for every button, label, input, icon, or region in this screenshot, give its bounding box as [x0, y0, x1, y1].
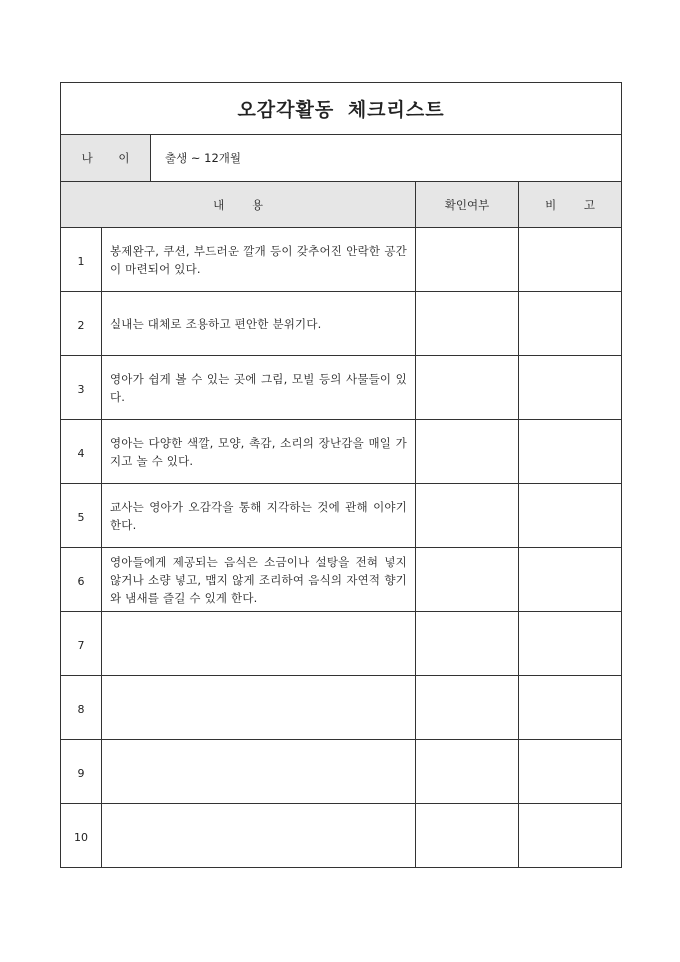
check-cell[interactable] — [416, 676, 519, 740]
item-content[interactable] — [102, 740, 416, 804]
item-content[interactable] — [102, 804, 416, 868]
table-row — [61, 484, 622, 548]
check-cell[interactable] — [416, 804, 519, 868]
page-title — [61, 83, 622, 135]
check-cell[interactable] — [416, 292, 519, 356]
item-number: 7 — [61, 612, 102, 676]
item-content[interactable] — [102, 612, 416, 676]
item-content: 영아들에게 제공되는 음식은 소금이나 설탕을 전혀 넣지 않거나 소량 넣고, 맵지 않게 조리하여 음식의 자연적 향기와 냄새를 즐길 수 있게 한다. — [102, 548, 416, 612]
note-cell[interactable] — [519, 548, 622, 612]
item-content: 봉제완구, 쿠션, 부드러운 깔개 등이 갖추어진 안락한 공간이 마련되어 있다. — [102, 228, 416, 292]
note-cell[interactable] — [519, 420, 622, 484]
note-cell[interactable] — [519, 292, 622, 356]
check-cell[interactable] — [416, 228, 519, 292]
item-content[interactable] — [102, 676, 416, 740]
age-label: 나 이 — [61, 135, 151, 182]
check-header: 확인여부 — [416, 182, 519, 228]
table-row — [61, 228, 622, 292]
table-row — [61, 676, 622, 740]
item-content: 영아가 쉽게 볼 수 있는 곳에 그림, 모빌 등의 사물들이 있다. — [102, 356, 416, 420]
check-cell[interactable] — [416, 612, 519, 676]
age-value: 출생 ~ 12개월 — [151, 135, 622, 182]
note-cell[interactable] — [519, 356, 622, 420]
table-row — [61, 740, 622, 804]
item-number: 6 — [61, 548, 102, 612]
note-cell[interactable] — [519, 740, 622, 804]
note-cell[interactable] — [519, 228, 622, 292]
check-cell[interactable] — [416, 740, 519, 804]
table-row — [61, 356, 622, 420]
item-number: 5 — [61, 484, 102, 548]
note-cell[interactable] — [519, 484, 622, 548]
table-row — [61, 804, 622, 868]
note-cell[interactable] — [519, 676, 622, 740]
note-cell[interactable] — [519, 804, 622, 868]
check-cell[interactable] — [416, 548, 519, 612]
note-cell[interactable] — [519, 612, 622, 676]
item-number: 10 — [61, 804, 102, 868]
item-number: 3 — [61, 356, 102, 420]
item-content: 실내는 대체로 조용하고 편안한 분위기다. — [102, 292, 416, 356]
item-number: 1 — [61, 228, 102, 292]
check-cell[interactable] — [416, 356, 519, 420]
item-number: 2 — [61, 292, 102, 356]
content-header: 내 용 — [61, 182, 416, 228]
table-row — [61, 420, 622, 484]
item-content: 영아는 다양한 색깔, 모양, 촉감, 소리의 장난감을 매일 가지고 놀 수 있다. — [102, 420, 416, 484]
table-row — [61, 548, 622, 612]
note-header: 비 고 — [519, 182, 622, 228]
check-cell[interactable] — [416, 420, 519, 484]
item-number: 8 — [61, 676, 102, 740]
item-content: 교사는 영아가 오감각을 통해 지각하는 것에 관해 이야기 한다. — [102, 484, 416, 548]
check-cell[interactable] — [416, 484, 519, 548]
title-text: 오감각활동 체크리스트 — [237, 99, 445, 121]
item-number: 9 — [61, 740, 102, 804]
item-number: 4 — [61, 420, 102, 484]
table-row — [61, 292, 622, 356]
checklist-table — [60, 82, 622, 868]
table-row — [61, 612, 622, 676]
